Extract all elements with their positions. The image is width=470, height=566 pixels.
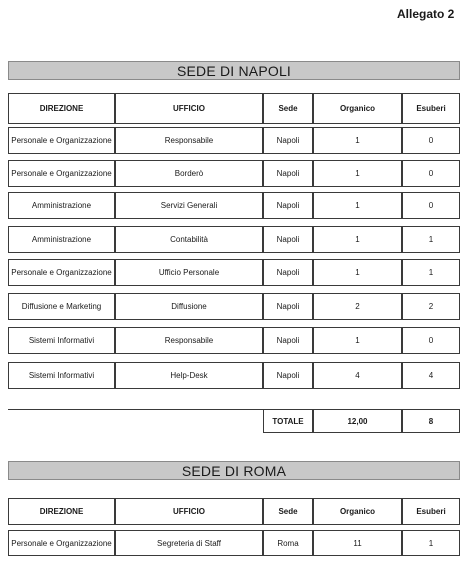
cell-organico: 1 bbox=[313, 259, 402, 286]
cell-direzione: Diffusione e Marketing bbox=[8, 293, 115, 320]
cell-organico: 4 bbox=[313, 362, 402, 389]
header-esuberi: Esuberi bbox=[402, 93, 460, 124]
attachment-label: Allegato 2 bbox=[397, 7, 455, 21]
cell-direzione: Sistemi Informativi bbox=[8, 362, 115, 389]
cell-sede: Napoli bbox=[263, 327, 313, 354]
cell-ufficio: Servizi Generali bbox=[115, 192, 263, 219]
cell-sede: Napoli bbox=[263, 226, 313, 253]
header-organico: Organico bbox=[313, 498, 402, 525]
cell-ufficio: Ufficio Personale bbox=[115, 259, 263, 286]
cell-esuberi: 0 bbox=[402, 127, 460, 154]
cell-esuberi: 1 bbox=[402, 530, 460, 556]
cell-organico: 1 bbox=[313, 327, 402, 354]
cell-ufficio: Help-Desk bbox=[115, 362, 263, 389]
cell-sede: Napoli bbox=[263, 362, 313, 389]
roma-section-title: SEDE DI ROMA bbox=[8, 461, 460, 480]
cell-sede: Napoli bbox=[263, 259, 313, 286]
header-sede: Sede bbox=[263, 93, 313, 124]
cell-ufficio: Diffusione bbox=[115, 293, 263, 320]
cell-direzione: Personale e Organizzazione bbox=[8, 127, 115, 154]
totale-label: TOTALE bbox=[263, 409, 313, 433]
cell-direzione: Personale e Organizzazione bbox=[8, 160, 115, 187]
cell-direzione: Personale e Organizzazione bbox=[8, 259, 115, 286]
cell-esuberi: 0 bbox=[402, 327, 460, 354]
header-direzione: DIREZIONE bbox=[8, 498, 115, 525]
cell-organico: 11 bbox=[313, 530, 402, 556]
totale-organico: 12,00 bbox=[313, 409, 402, 433]
napoli-section-title: SEDE DI NAPOLI bbox=[8, 61, 460, 80]
cell-ufficio: Borderò bbox=[115, 160, 263, 187]
cell-ufficio: Segreteria di Staff bbox=[115, 530, 263, 556]
cell-organico: 1 bbox=[313, 127, 402, 154]
header-organico: Organico bbox=[313, 93, 402, 124]
cell-esuberi: 0 bbox=[402, 192, 460, 219]
cell-esuberi: 2 bbox=[402, 293, 460, 320]
cell-esuberi: 4 bbox=[402, 362, 460, 389]
cell-sede: Napoli bbox=[263, 127, 313, 154]
cell-esuberi: 1 bbox=[402, 226, 460, 253]
totale-separator-line bbox=[8, 409, 263, 410]
header-sede: Sede bbox=[263, 498, 313, 525]
cell-esuberi: 1 bbox=[402, 259, 460, 286]
cell-organico: 1 bbox=[313, 160, 402, 187]
totale-esuberi: 8 bbox=[402, 409, 460, 433]
cell-direzione: Amministrazione bbox=[8, 226, 115, 253]
cell-sede: Napoli bbox=[263, 160, 313, 187]
cell-ufficio: Contabilità bbox=[115, 226, 263, 253]
cell-ufficio: Responsabile bbox=[115, 327, 263, 354]
cell-ufficio: Responsabile bbox=[115, 127, 263, 154]
header-esuberi: Esuberi bbox=[402, 498, 460, 525]
cell-direzione: Amministrazione bbox=[8, 192, 115, 219]
cell-organico: 2 bbox=[313, 293, 402, 320]
cell-sede: Napoli bbox=[263, 293, 313, 320]
cell-direzione: Personale e Organizzazione bbox=[8, 530, 115, 556]
cell-organico: 1 bbox=[313, 192, 402, 219]
cell-esuberi: 0 bbox=[402, 160, 460, 187]
cell-organico: 1 bbox=[313, 226, 402, 253]
header-ufficio: UFFICIO bbox=[115, 498, 263, 525]
cell-sede: Napoli bbox=[263, 192, 313, 219]
header-ufficio: UFFICIO bbox=[115, 93, 263, 124]
cell-direzione: Sistemi Informativi bbox=[8, 327, 115, 354]
header-direzione: DIREZIONE bbox=[8, 93, 115, 124]
cell-sede: Roma bbox=[263, 530, 313, 556]
